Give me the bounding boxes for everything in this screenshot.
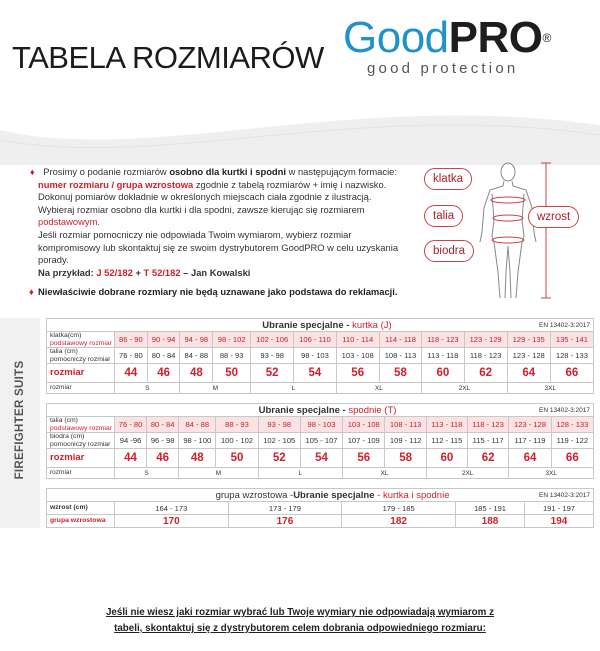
size-cell: 58 bbox=[379, 364, 421, 383]
table-cell: 76 - 80 bbox=[115, 348, 148, 364]
size-cell: 66 bbox=[550, 364, 593, 383]
letter-cell: XL bbox=[343, 468, 427, 479]
table-cell: 119 - 122 bbox=[551, 433, 593, 449]
goodpro-logo bbox=[343, 14, 551, 77]
height-title bbox=[47, 489, 456, 502]
table-cell: 135 - 141 bbox=[550, 332, 593, 348]
table-cell: 118 - 123 bbox=[422, 332, 464, 348]
row-label-sub: podstawowy rozmiar bbox=[50, 339, 112, 347]
row-label-sub: podstawowy rozmiar bbox=[50, 424, 112, 432]
instr-p6: Jeśli rozmiar pomocniczy nie odpowiada Twoim wymiarom, wybierz rozmiar kompromisowy lub skontaktuj się ze swoim dystrybutorem GoodPRO w celu uzyskania porady. bbox=[38, 228, 399, 266]
label-biodra: biodra bbox=[424, 240, 474, 262]
table-row bbox=[47, 515, 594, 528]
letter-cell: M bbox=[179, 468, 258, 479]
table-cell: 106 - 110 bbox=[294, 332, 336, 348]
row-label bbox=[47, 332, 115, 348]
example-name: – Jan Kowalski bbox=[180, 266, 251, 278]
letter-cell: XL bbox=[336, 383, 422, 394]
table-cell: 93 - 98 bbox=[251, 348, 294, 364]
row-label: wzrost (cm) bbox=[47, 502, 115, 515]
table-cell: 94 -96 bbox=[115, 433, 147, 449]
table-cell: 103 - 108 bbox=[343, 417, 385, 433]
table-cell: 80 - 84 bbox=[147, 417, 179, 433]
table-cell: 112 - 115 bbox=[426, 433, 467, 449]
table-cell: 88 - 93 bbox=[213, 348, 251, 364]
instr-p3: Dokonuj pomiarów dokładnie w określonych miejscach ciała zgodnie z ilustracją. bbox=[38, 191, 372, 203]
table-cell: 98 - 102 bbox=[213, 332, 251, 348]
table-row bbox=[47, 502, 594, 515]
row-label-main: klatka(cm) bbox=[50, 332, 82, 339]
size-cell: 56 bbox=[336, 364, 379, 383]
table-cell: 173 - 179 bbox=[228, 502, 342, 515]
bullet-icon: ♦ bbox=[29, 286, 34, 297]
footer-line-2: tabeli, skontaktuj się z dystrybutorem celem dobrania odpowiedniego rozmiaru: bbox=[114, 623, 486, 634]
group-cell: 194 bbox=[524, 515, 593, 528]
height-title-a: grupa wzrostowa - bbox=[215, 489, 294, 501]
row-label: rozmiar bbox=[47, 449, 115, 468]
note-text: Niewłaściwie dobrane rozmiary nie będą uznawane jako podstawa do reklamacji. bbox=[38, 286, 398, 297]
table-cell: 179 - 185 bbox=[342, 502, 456, 515]
instr-p1c: w następującym formacie: bbox=[285, 166, 397, 177]
size-cell: 54 bbox=[294, 364, 336, 383]
jacket-size-table bbox=[46, 318, 594, 394]
table-cell: 86 - 90 bbox=[115, 332, 148, 348]
table-cell: 113 - 118 bbox=[426, 417, 467, 433]
table-row bbox=[47, 417, 594, 433]
instr-p1a: Prosimy o podanie rozmiarów bbox=[43, 166, 170, 177]
group-cell: 170 bbox=[115, 515, 229, 528]
size-cell: 52 bbox=[258, 449, 300, 468]
table-cell: 109 - 112 bbox=[385, 433, 427, 449]
example-plus: + bbox=[132, 266, 144, 278]
size-cell: 64 bbox=[507, 364, 550, 383]
size-cell: 60 bbox=[426, 449, 467, 468]
height-standard: EN 13402-3:2017 bbox=[455, 489, 593, 502]
letter-cell: 2XL bbox=[426, 468, 508, 479]
instr-p4: Wybieraj rozmiar osobno dla kurtki i dla spodni, zawsze kierując się rozmiarem bbox=[38, 203, 365, 215]
size-cell: 46 bbox=[147, 449, 179, 468]
table-cell: 103 - 108 bbox=[336, 348, 379, 364]
trousers-title-b: spodnie (T) bbox=[348, 404, 397, 416]
jacket-standard: EN 13402-3:2017 bbox=[422, 319, 594, 332]
letter-cell: 3XL bbox=[507, 383, 593, 394]
table-cell: 117 - 119 bbox=[509, 433, 551, 449]
height-group-table bbox=[46, 488, 594, 528]
table-cell: 118 - 123 bbox=[464, 348, 507, 364]
instr-p2b: zgodnie z tabelą rozmiarów + imię i nazwisko. bbox=[193, 178, 387, 190]
table-cell: 114 - 118 bbox=[379, 332, 421, 348]
table-cell: 105 - 107 bbox=[300, 433, 342, 449]
size-cell: 46 bbox=[147, 364, 180, 383]
table-row bbox=[47, 433, 594, 449]
instructions bbox=[30, 166, 413, 279]
row-label bbox=[47, 348, 115, 364]
label-klatka: klatka bbox=[424, 168, 472, 190]
footer-line-1: Jeśli nie wiesz jaki rozmiar wybrać lub Twoje wymiary nie odpowiadają wymiarom z bbox=[105, 607, 494, 618]
label-talia: talia bbox=[424, 205, 463, 227]
table-cell: 88 - 93 bbox=[216, 417, 258, 433]
example-label: Na przykład: bbox=[38, 266, 97, 278]
table-cell: 84 - 88 bbox=[179, 417, 216, 433]
table-cell: 115 - 117 bbox=[467, 433, 509, 449]
size-cell: 50 bbox=[213, 364, 251, 383]
table-cell: 128 - 133 bbox=[551, 417, 593, 433]
group-cell: 182 bbox=[342, 515, 456, 528]
table-row bbox=[47, 383, 594, 394]
table-row bbox=[47, 449, 594, 468]
brand-pro: PRO bbox=[448, 13, 543, 62]
bullet-icon: ♦ bbox=[30, 167, 35, 177]
brand-tagline: good protection bbox=[367, 60, 519, 77]
table-row bbox=[47, 332, 594, 348]
page-title: TABELA ROZMIARÓW bbox=[12, 40, 324, 75]
size-cell: 54 bbox=[300, 449, 342, 468]
table-cell: 108 - 113 bbox=[385, 417, 427, 433]
sidebar-label: FIREFIGHTER SUITS bbox=[14, 360, 26, 480]
table-cell: 123 - 129 bbox=[464, 332, 507, 348]
row-label-main: talia (cm) bbox=[50, 348, 78, 355]
letter-cell: M bbox=[180, 383, 251, 394]
instr-p2a: numer rozmiaru / grupa wzrostowa bbox=[38, 178, 194, 190]
table-row bbox=[47, 364, 594, 383]
table-cell: 110 - 114 bbox=[336, 332, 379, 348]
size-cell: 58 bbox=[385, 449, 427, 468]
size-cell: 52 bbox=[251, 364, 294, 383]
row-label: rozmiar bbox=[47, 383, 115, 394]
letter-cell: 3XL bbox=[509, 468, 594, 479]
size-cell: 66 bbox=[551, 449, 593, 468]
footer-note bbox=[0, 605, 600, 637]
group-cell: 176 bbox=[228, 515, 342, 528]
table-cell: 84 - 88 bbox=[180, 348, 213, 364]
size-cell: 56 bbox=[343, 449, 385, 468]
table-row bbox=[47, 468, 594, 479]
size-cell: 64 bbox=[509, 449, 551, 468]
size-cell: 60 bbox=[422, 364, 464, 383]
row-label: rozmiar bbox=[47, 364, 115, 383]
size-cell: 44 bbox=[115, 449, 147, 468]
table-cell: 123 - 128 bbox=[509, 417, 551, 433]
letter-cell: L bbox=[251, 383, 337, 394]
group-cell: 188 bbox=[455, 515, 524, 528]
row-label-main: biodra (cm) bbox=[50, 433, 85, 440]
height-title-c: - kurtka i spodnie bbox=[374, 489, 450, 501]
label-wzrost: wzrost bbox=[528, 206, 579, 228]
size-cell: 50 bbox=[216, 449, 258, 468]
table-cell: 108 - 113 bbox=[379, 348, 421, 364]
row-label bbox=[47, 433, 115, 449]
size-cell: 48 bbox=[179, 449, 216, 468]
row-label-main: talia (cm) bbox=[50, 417, 78, 424]
jacket-title bbox=[47, 319, 422, 332]
jacket-title-b: kurtka (J) bbox=[352, 319, 392, 331]
table-cell: 107 - 109 bbox=[343, 433, 385, 449]
height-title-b: Ubranie specjalne bbox=[293, 489, 375, 501]
table-cell: 98 - 103 bbox=[294, 348, 336, 364]
table-cell: 96 - 98 bbox=[147, 433, 179, 449]
table-cell: 164 - 173 bbox=[115, 502, 229, 515]
table-cell: 80 - 84 bbox=[147, 348, 180, 364]
row-label-sub: pomocniczy rozmiar bbox=[50, 355, 111, 363]
row-label: rozmiar bbox=[47, 468, 115, 479]
letter-cell: S bbox=[115, 468, 179, 479]
table-cell: 185 - 191 bbox=[455, 502, 524, 515]
jacket-title-a: Ubranie specjalne - bbox=[262, 319, 353, 331]
table-cell: 113 - 118 bbox=[422, 348, 464, 364]
header-wave bbox=[0, 95, 600, 165]
example-trousers: T 52/182 bbox=[143, 266, 181, 278]
table-cell: 129 - 135 bbox=[507, 332, 550, 348]
table-cell: 191 - 197 bbox=[524, 502, 593, 515]
letter-cell: L bbox=[258, 468, 343, 479]
table-cell: 102 - 105 bbox=[258, 433, 300, 449]
brand-reg: ® bbox=[542, 31, 551, 45]
table-cell: 90 - 94 bbox=[147, 332, 180, 348]
complaint-note bbox=[29, 286, 398, 297]
row-label-sub: pomocniczy rozmiar bbox=[50, 440, 111, 448]
trousers-standard: EN 13402-3:2017 bbox=[426, 404, 593, 417]
size-cell: 44 bbox=[115, 364, 148, 383]
size-cell: 48 bbox=[180, 364, 213, 383]
table-cell: 118 - 123 bbox=[467, 417, 509, 433]
table-row bbox=[47, 348, 594, 364]
table-cell: 100 - 102 bbox=[216, 433, 258, 449]
letter-cell: S bbox=[115, 383, 180, 394]
trousers-title-a: Ubranie specjalne - bbox=[258, 404, 349, 416]
row-label bbox=[47, 417, 115, 433]
example-jacket: J 52/182 bbox=[96, 266, 133, 278]
brand-good: Good bbox=[343, 13, 449, 62]
table-cell: 123 - 128 bbox=[507, 348, 550, 364]
table-cell: 98 - 100 bbox=[179, 433, 216, 449]
body-measurement-figure bbox=[420, 160, 590, 300]
trousers-size-table bbox=[46, 403, 594, 479]
size-cell: 62 bbox=[467, 449, 509, 468]
table-cell: 76 - 80 bbox=[115, 417, 147, 433]
letter-cell: 2XL bbox=[422, 383, 508, 394]
instr-p1b: osobno dla kurtki i spodni bbox=[169, 166, 286, 177]
table-cell: 102 - 106 bbox=[251, 332, 294, 348]
trousers-title bbox=[47, 404, 427, 417]
instr-p5: podstawowym. bbox=[38, 216, 101, 228]
size-cell: 62 bbox=[464, 364, 507, 383]
table-cell: 93 - 98 bbox=[258, 417, 300, 433]
table-cell: 128 - 133 bbox=[550, 348, 593, 364]
table-cell: 98 - 103 bbox=[300, 417, 342, 433]
table-cell: 94 - 98 bbox=[180, 332, 213, 348]
row-label: grupa wzrostowa bbox=[47, 515, 115, 528]
